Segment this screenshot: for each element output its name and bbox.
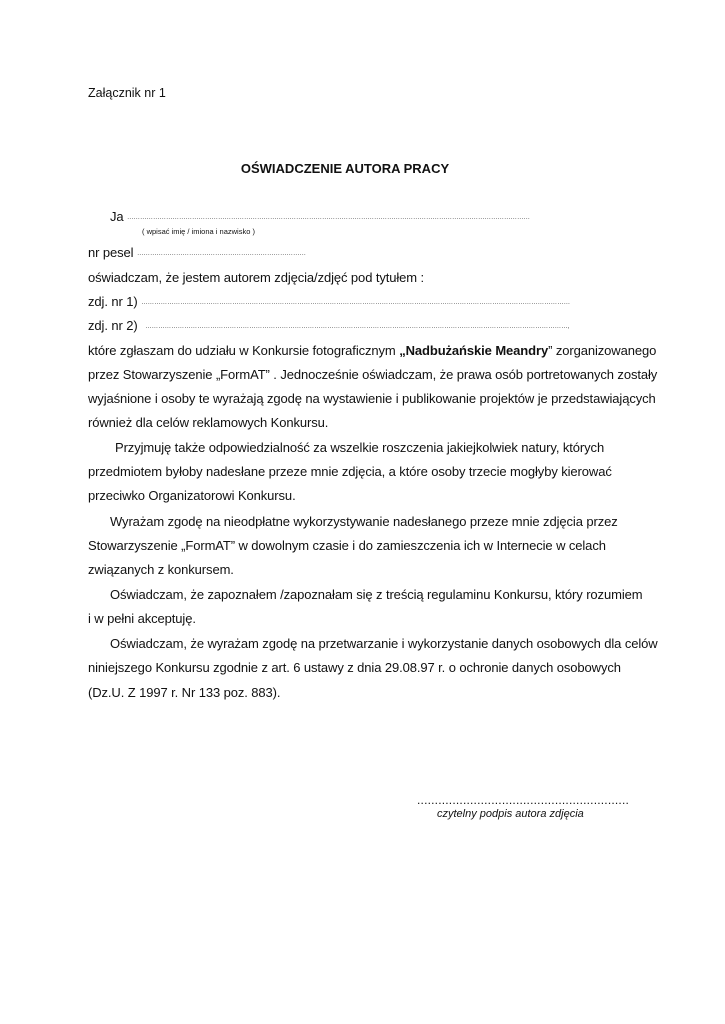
pesel-field-label: nr pesel — [88, 245, 134, 260]
paragraph-1-line-3: wyjaśnione i osoby te wyrażają zgodę na wystawienie i publikowanie projektów je przedstawiających — [88, 391, 656, 406]
paragraph-1-line-4: również dla celów reklamowych Konkursu. — [88, 415, 329, 430]
paragraph-3-line-1: Wyrażam zgodę na nieodpłatne wykorzystywanie nadesłanego przeze mnie zdjęcia przez — [110, 514, 618, 529]
name-field-row — [110, 209, 579, 224]
photo2-field-dots[interactable]: ……………………………………………………………………………………………………………………………………………………………………………, — [145, 323, 570, 330]
paragraph-5-line-2: niniejszego Konkursu zgodnie z art. 6 ustawy z dnia 29.08.97 r. o ochronie danych osobowych — [88, 660, 621, 675]
paragraph-3-line-3: związanych z konkursem. — [88, 562, 234, 577]
paragraph-3-line-2: Stowarzyszenie „FormAT” w dowolnym czasie i do zamieszczenia ich w Internecie w celach — [88, 538, 606, 553]
pesel-field-dots[interactable]: …………………………………………………………………… — [136, 250, 306, 257]
paragraph-5-line-3: (Dz.U. Z 1997 r. Nr 133 poz. 883). — [88, 685, 281, 700]
paragraph-1-line-2: przez Stowarzyszenie „FormAT” . Jednocześnie oświadczam, że prawa osób portretowanych zostały — [88, 367, 658, 382]
paragraph-1-line-1-pre: które zgłaszam do udziału w Konkursie fotograficznym — [88, 343, 400, 358]
signature-caption: czytelny podpis autora zdjęcia — [437, 808, 584, 820]
photo2-field-label: zdj. nr 2) — [88, 318, 138, 333]
paragraph-1-line-1-post: ” zorganizowanego — [548, 343, 657, 358]
paragraph-2-line-3: przeciwko Organizatorowi Konkursu. — [88, 488, 296, 503]
name-field-label: Ja — [110, 209, 124, 224]
declaration-line: oświadczam, że jestem autorem zdjęcia/zdjęć pod tytułem : — [88, 270, 425, 285]
paragraph-4-line-2: i w pełni akceptuję. — [88, 611, 196, 626]
competition-name: „Nadbużańskie Meandry — [399, 343, 549, 358]
photo1-field-row — [88, 294, 641, 309]
photo2-field-row — [88, 318, 645, 333]
paragraph-1-line-1 — [88, 343, 656, 358]
paragraph-5-line-1: Oświadczam, że wyrażam zgodę na przetwarzanie i wykorzystanie danych osobowych dla celów — [110, 636, 658, 651]
annex-label: Załącznik nr 1 — [88, 86, 166, 100]
paragraph-2-line-2: przedmiotem byłoby nadesłane przeze mnie zdjęcia, a które osoby trzecie mogłyby kierować — [88, 464, 612, 479]
name-field-dots[interactable]: …………………………………………………………………………………………………………………………………………………………………… — [127, 214, 531, 221]
photo1-field-label: zdj. nr 1) — [88, 294, 138, 309]
paragraph-4-line-1: Oświadczam, że zapoznałem /zapoznałam się z treścią regulaminu Konkursu, który rozumiem — [110, 587, 643, 602]
signature-line[interactable]: ............................................................ — [417, 793, 630, 807]
document-title-text: OŚWIADCZENIE AUTORA PRACY — [240, 161, 450, 176]
document-title — [0, 161, 690, 176]
name-field-hint: ( wpisać imię / imiona i nazwisko ) — [142, 227, 255, 236]
photo1-field-dots[interactable]: ……………………………………………………………………………………………………………………………………………………………………………… — [141, 299, 571, 306]
pesel-field-row — [88, 245, 325, 260]
paragraph-2-line-1: Przyjmuję także odpowiedzialność za wszelkie roszczenia jakiejkolwiek natury, których — [115, 440, 605, 455]
